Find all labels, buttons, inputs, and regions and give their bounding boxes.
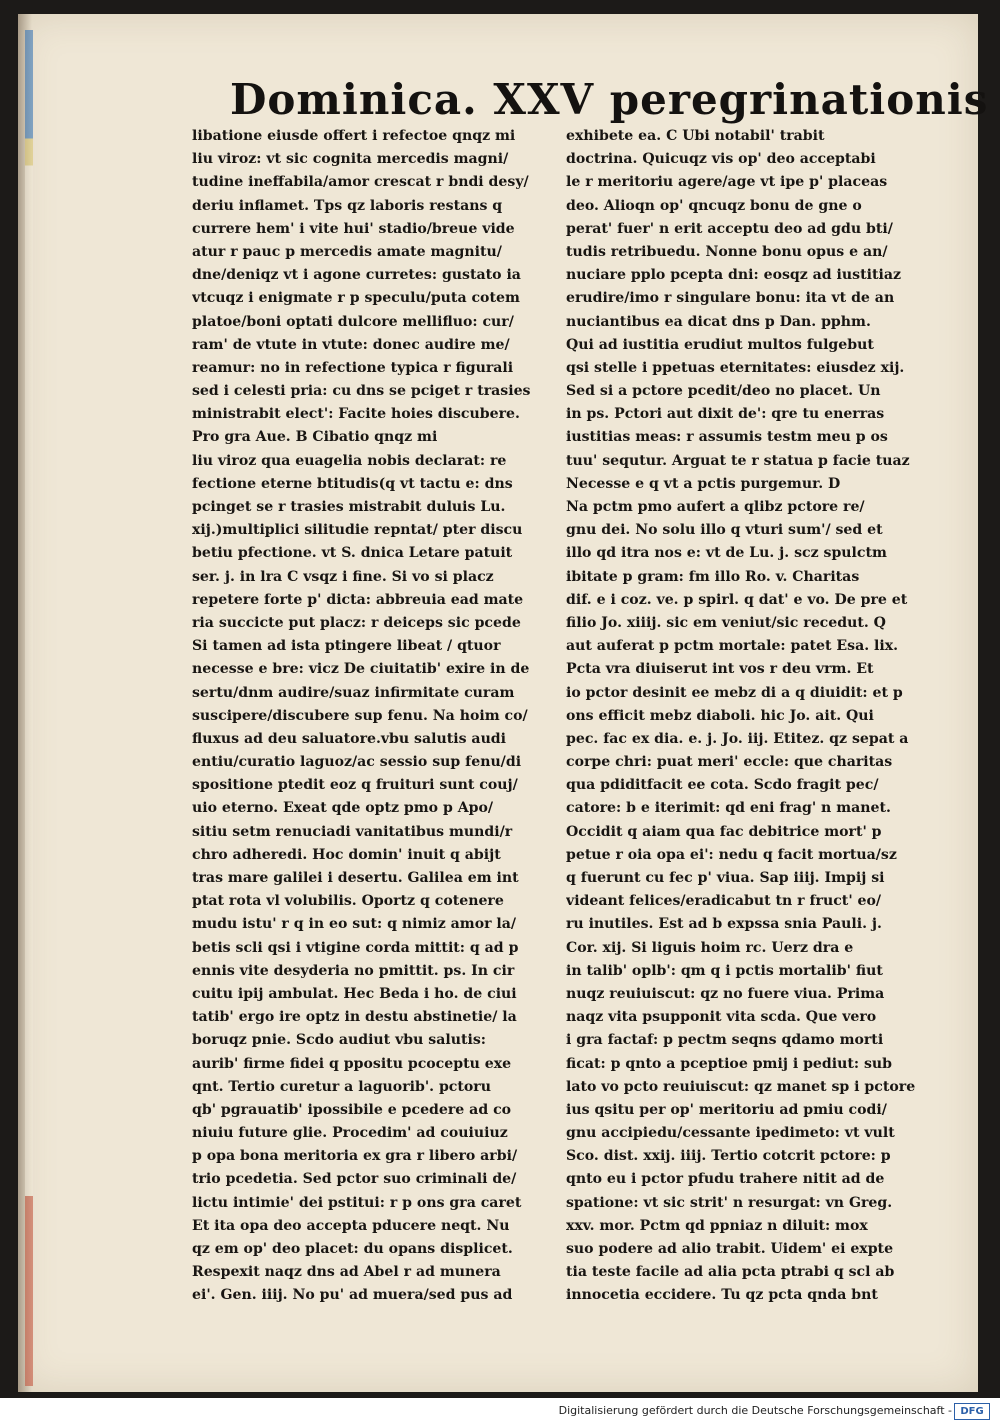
dfg-logo: DFG: [954, 1403, 990, 1420]
right-column-line: i gra factaf: p pectm seqns qdamo morti: [566, 1032, 884, 1049]
left-column-line: Pro gra Aue. B Cibatio qnqz mi: [192, 429, 438, 446]
right-column-line: aut auferat p pctm mortale: patet Esa. lix.: [566, 638, 899, 655]
left-column-line: ei'. Gen. iiij. No pu' ad muera/sed pus ad: [192, 1287, 513, 1304]
left-column-line: dne/deniqz vt i agone curretes: gustato ia: [192, 267, 521, 284]
right-column-line: in talib' oplb': qm q i pctis mortalib' fiut: [566, 962, 883, 979]
right-column-line: Sco. dist. xxij. iiij. Tertio cotcrit pctore: p: [566, 1148, 891, 1165]
right-column-line: Na pctm pmo aufert a qlibz pctore re/: [566, 499, 865, 515]
left-column-line: ministrabit elect': Facite hoies discubere.: [192, 406, 520, 423]
right-column-line: qsi stelle i ppetuas eternitates: eiusdez xij.: [566, 359, 905, 376]
right-column-line: Sed si a pctore pcedit/deo no placet. Un: [566, 383, 881, 400]
left-column-line: Si tamen ad ista ptingere libeat / qtuor: [192, 638, 501, 655]
funding-credit: Digitalisierung gefördert durch die Deutsche Forschungsgemeinschaft -: [558, 1404, 952, 1417]
right-column-line: le r meritoriu agere/age vt ipe p' placeas: [566, 174, 888, 191]
left-column-line: platoe/boni optati dulcore mellifluo: cur/: [192, 313, 514, 330]
right-column-line: tia teste facile ad alia pcta ptrabi q scl ab: [566, 1264, 895, 1281]
left-column-line: deriu inflamet. Tps qz laboris restans q: [192, 197, 503, 214]
right-column-line: suo podere ad alio trabit. Uidem' ei expte: [566, 1241, 894, 1257]
left-column-line: aurib' firme fidei q ppositu pcoceptu exe: [192, 1055, 512, 1072]
left-column-line: liu viroz: vt sic cognita mercedis magni/: [192, 151, 509, 168]
right-column-line: Cor. xij. Si liguis hoim rc. Uerz dra e: [566, 939, 854, 956]
left-column-line: Et ita opa deo accepta pducere neqt. Nu: [192, 1217, 510, 1234]
right-column-line: qnto eu i pctor pfudu trahere nitit ad de: [566, 1171, 885, 1188]
right-column-line: in ps. Pctori aut dixit de': qre tu enerras: [566, 406, 885, 423]
right-column-line: nuqz reuiuiscut: qz no fuere viua. Prima: [566, 985, 885, 1002]
right-column-line: nuciantibus ea dicat dns p Dan. pphm.: [566, 313, 871, 330]
right-column-line: doctrina. Quicuqz vis op' deo acceptabi: [566, 151, 876, 168]
right-column-line: videant felices/eradicabut tn r fruct' eo/: [566, 893, 882, 910]
left-column-line: qz em op' deo placet: du opans displicet.: [192, 1241, 513, 1257]
right-column-line: deo. Alioqn op' qncuqz bonu de gne o: [566, 197, 862, 214]
right-column-line: Qui ad iustitia erudiut multos fulgebut: [566, 336, 874, 353]
left-column-line: reamur: no in refectione typica r figurali: [192, 359, 514, 376]
left-column-line: repetere forte p' dicta: abbreuia ead mate: [192, 591, 524, 608]
right-column-line: tuu' sequtur. Arguat te r statua p facie tuaz: [566, 452, 910, 469]
right-column-line: pec. fac ex dia. e. j. Jo. iij. Etitez. qz sepat a: [566, 730, 909, 747]
left-column-line: xij.)multiplici silitudie repntat/ pter discu: [192, 522, 523, 539]
left-column-line: mudu istu' r q in eo sut: q nimiz amor la/: [192, 916, 517, 933]
left-column-line: sitiu setm renuciadi vanitatibus mundi/r: [192, 823, 513, 840]
right-text-column: [566, 125, 946, 1308]
left-column-line: fluxus ad deu saluatore.vbu salutis audi: [192, 730, 507, 747]
right-column-line: xxv. mor. Pctm qd ppniaz n diluit: mox: [566, 1217, 868, 1234]
right-column-line: iustitias meas: r assumis testm meu p os: [566, 429, 888, 446]
left-column-line: chro adheredi. Hoc domin' inuit q abijt: [192, 846, 501, 863]
right-column-line: io pctor desinit ee mebz di a q diuidit: et p: [566, 684, 903, 701]
left-column-line: p opa bona meritoria ex gra r libero arbi/: [192, 1148, 518, 1165]
right-column-line: ius qsitu per op' meritoriu ad pmiu codi/: [566, 1101, 887, 1118]
right-column-line: q fuerunt cu fec p' viua. Sap iiij. Impij si: [566, 870, 885, 886]
right-column-line: lato vo pcto reuiuiscut: qz manet sp i pctore: [566, 1078, 916, 1095]
right-column-line: perat' fuer' n erit acceptu deo ad gdu bti/: [566, 220, 893, 237]
left-column-line: libatione eiusde offert i refectoe qnqz mi: [192, 128, 516, 144]
left-column-line: fectione eterne btitudis(q vt tactu e: dns: [192, 475, 513, 492]
left-column-line: suscipere/discubere sup fenu. Na hoim co/: [192, 707, 528, 724]
right-column-line: ru inutiles. Est ad b expssa snia Pauli. j.: [566, 916, 882, 933]
right-column-line: naqz vita psupponit vita scda. Que vero: [566, 1009, 877, 1026]
right-column-line: ficat: p qnto a pceptioe pmij i pediut: sub: [566, 1055, 893, 1072]
right-column-line: Occidit q aiam qua fac debitrice mort' p: [566, 823, 882, 840]
right-column-line: Necesse e q vt a pctis purgemur. D: [566, 475, 841, 492]
left-column-line: tudine ineffabila/amor crescat r bndi desy/: [192, 174, 529, 191]
left-column-line: vtcuqz i enigmate r p speculu/puta cotem: [192, 290, 520, 307]
right-column-line: gnu accipiedu/cessante ipedimeto: vt vult: [566, 1125, 895, 1142]
left-column-line: sed i celesti pria: cu dns se pciget r trasies: [192, 383, 531, 400]
left-column-line: betiu pfectione. vt S. dnica Letare patuit: [192, 545, 513, 562]
left-column-line: ser. j. in lra C vsqz i fine. Si vo si placz: [192, 568, 494, 585]
left-column-line: uio eterno. Exeat qde optz pmo p Apo/: [192, 800, 494, 817]
right-column-line: filio Jo. xiiij. sic em veniut/sic recedut. Q: [566, 614, 886, 631]
right-column-line: ibitate p gram: fm illo Ro. v. Charitas: [566, 568, 860, 585]
left-column-line: ria succicte put placz: r deiceps sic pcede: [192, 614, 521, 631]
left-column-line: boruqz pnie. Scdo audiut vbu salutis:: [192, 1032, 486, 1049]
right-column-line: petue r oia opa ei': nedu q facit mortua/sz: [566, 846, 897, 863]
left-column-line: Respexit naqz dns ad Abel r ad munera: [192, 1264, 501, 1281]
right-column-line: catore: b e iterimit: qd eni frag' n manet.: [566, 800, 891, 817]
left-column-line: liu viroz qua euagelia nobis declarat: re: [192, 452, 507, 469]
footer-bar: [0, 1398, 1000, 1423]
left-column-line: betis scli qsi i vtigine corda mittit: q ad p: [192, 939, 519, 956]
right-column-line: qua pdiditfacit ee cota. Scdo fragit pec/: [566, 777, 879, 794]
left-column-line: sertu/dnm audire/suaz infirmitate curam: [192, 684, 515, 701]
right-column-line: gnu dei. No solu illo q vturi sum'/ sed et: [566, 522, 883, 539]
right-column-line: ons efficit mebz diaboli. hic Jo. ait. Qui: [566, 707, 874, 724]
right-column-line: innocetia eccidere. Tu qz pcta qnda bnt: [566, 1287, 878, 1304]
color-calibration-strip: [25, 30, 33, 1386]
left-text-column: [192, 125, 572, 1308]
right-column-line: spatione: vt sic strit' n resurgat: vn Greg.: [566, 1194, 893, 1211]
left-column-line: qb' pgrauatib' ipossibile e pcedere ad co: [192, 1101, 512, 1118]
left-column-line: necesse e bre: vicz De ciuitatib' exire in de: [192, 661, 530, 678]
left-column-line: currere hem' i vite hui' stadio/breue vide: [192, 220, 515, 237]
left-column-line: cuitu ipij ambulat. Hec Beda i ho. de ciui: [192, 985, 517, 1002]
left-column-line: tatib' ergo ire optz in destu abstinetie/ la: [192, 1009, 517, 1026]
left-column-line: entiu/curatio laguoz/ac sessio sup fenu/di: [192, 754, 522, 771]
right-column-line: dif. e i coz. ve. p spirl. q dat' e vo. De pre et: [566, 591, 908, 608]
left-column-line: spositione ptedit eoz q fruituri sunt couj/: [192, 777, 518, 794]
left-column-line: trio pcedetia. Sed pctor suo criminali de/: [192, 1171, 517, 1188]
left-column-line: ptat rota vl volubilis. Oportz q cotenere: [192, 893, 504, 910]
right-column-line: exhibete ea. C Ubi notabil' trabit: [566, 128, 825, 144]
left-column-line: pcinget se r trasies mistrabit duluis Lu.: [192, 499, 506, 515]
left-column-line: ram' de vtute in vtute: donec audire me/: [192, 336, 510, 353]
right-column-line: Pcta vra diuiserut int vos r deu vrm. Et: [566, 661, 874, 678]
right-column-line: illo qd itra nos e: vt de Lu. j. scz spulctm: [566, 545, 887, 562]
left-column-line: niuiu future glie. Procedim' ad couiuiuz: [192, 1125, 508, 1142]
left-column-line: atur r pauc p mercedis amate magnitu/: [192, 243, 502, 260]
right-column-line: corpe chri: puat meri' eccle: que charitas: [566, 754, 893, 771]
right-column-line: tudis retribuedu. Nonne bonu opus e an/: [566, 243, 888, 260]
left-column-line: qnt. Tertio curetur a laguorib'. pctoru: [192, 1078, 491, 1095]
left-column-line: ennis vite desyderia no pmittit. ps. In cir: [192, 962, 515, 979]
right-column-line: nuciare pplo pcepta dni: eosqz ad iustitiaz: [566, 267, 901, 284]
right-column-line: erudire/imo r singulare bonu: ita vt de an: [566, 290, 895, 307]
left-column-line: lictu intimie' dei pstitui: r p ons gra caret: [192, 1194, 522, 1211]
running-head: Dominica. XXV peregrinationis: [230, 75, 989, 124]
left-column-line: tras mare galilei i desertu. Galilea em int: [192, 870, 519, 886]
